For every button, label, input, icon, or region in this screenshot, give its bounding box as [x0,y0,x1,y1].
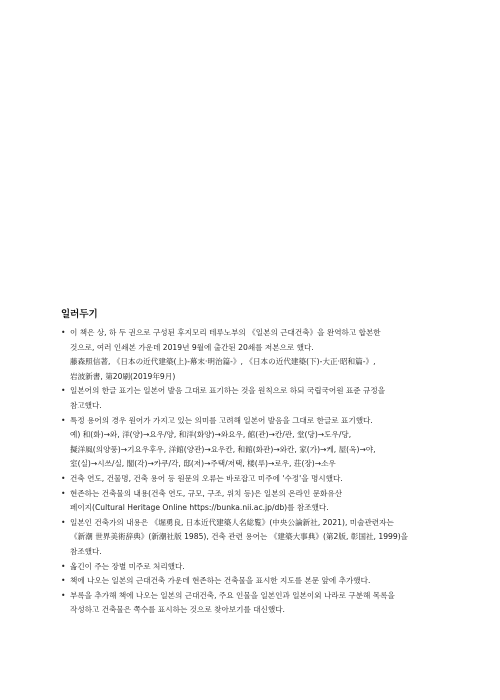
note-line: 참조했다. [70,546,102,556]
note-item [61,384,461,413]
note-item [61,560,461,575]
notes-title: 일러두기 [61,309,98,320]
bullet-icon: • [61,473,66,483]
note-item [61,487,461,516]
note-line: 일본인 건축가의 내용은 《堀勇良, 日本近代建築人名総覧》(中央公論新社, 2021), 미술관련자는 [70,517,394,527]
note-line: 이 책은 상, 하 두 권으로 구성된 후지모리 테루노부의 《일본의 근대건축》을 완역하고 합본한 [70,328,381,337]
explanatory-notes-section [61,308,461,618]
bullet-icon: • [61,386,66,396]
bullet-icon: • [61,415,66,425]
note-item [61,589,461,618]
note-line: 것으로, 여러 인쇄본 가운데 2019년 9월에 출간된 20쇄를 저본으로 했다. [70,342,314,352]
bullet-icon: • [61,488,66,498]
note-line: 擬洋風(의양풍)→기요우후우, 洋館(양관)→요우칸, 和館(화관)→와칸, 家(가)→케, 屋(옥)→야, [70,444,376,454]
note-item [61,414,461,472]
bullet-icon: • [61,561,66,571]
note-line: 특정 용어의 경우 원어가 가지고 있는 의미를 고려해 일본어 발음을 그대로 한글로 표기했다. [70,415,373,425]
bullet-icon: • [61,590,66,600]
note-line: 참고했다. [70,400,102,410]
note-line: 예) 和(화)→와, 洋(양)→요우/양, 和洋(화양)→와요우, 館(관)→칸/관, 堂(당)→도우/당, [70,430,352,440]
bullet-icon: • [61,517,66,527]
note-line: 옮긴이 주는 장별 미주로 처리했다. [70,561,185,571]
note-line: 건축 연도, 건물명, 건축 용어 등 원문의 오류는 바로잡고 미주에 '수정'을 명시했다. [70,473,343,483]
note-line: 《新潮 世界美術辞典》(新潮社版 1985), 건축 관련 용어는 《建築大事典》(第2版, 彰国社, 1999)을 [70,532,409,542]
note-item [61,516,461,560]
note-line: 책에 나오는 일본의 근대건축 가운데 현존하는 건축물을 표시한 지도를 본문 앞에 추가했다. [70,576,371,586]
note-line: 부록을 추가해 책에 나오는 일본의 근대건축, 주요 인물을 일본인과 일본이외 나라로 구분해 목록을 [70,590,395,600]
note-line: 작성하고 건축물은 쪽수를 표시하는 것으로 찾아보기를 대신했다. [70,605,285,615]
notes-list [61,326,461,618]
note-line: 岩波新書, 第20刷(2019年9月) [70,371,176,381]
note-line: 室(실)→시쓰/실, 閣(각)→카쿠/각, 邸(저)→주택/저택, 楼(루)→로우, 荘(장)→소우 [70,459,336,469]
note-item [61,326,461,384]
note-line: 페이지(Cultural Heritage Online https://bunka.nii.ac.jp/db)를 참조했다. [70,503,329,513]
bullet-icon: • [61,328,66,337]
note-line: 현존하는 건축물의 내용(건축 연도, 규모, 구조, 위치 등)은 일본의 온라인 문화유산 [70,488,343,498]
note-item [61,472,461,487]
note-line: 藤森照信著, 《日本の近代建築(上)-幕末·明治篇-》, 《日本の近代建築(下)-大正·昭和篇-》, [70,357,376,367]
note-item [61,574,461,589]
bullet-icon: • [61,576,66,586]
note-line: 일본어의 한글 표기는 일본어 발음 그대로 표기하는 것을 원칙으로 하되 국립국어원 표준 규정을 [70,386,386,396]
